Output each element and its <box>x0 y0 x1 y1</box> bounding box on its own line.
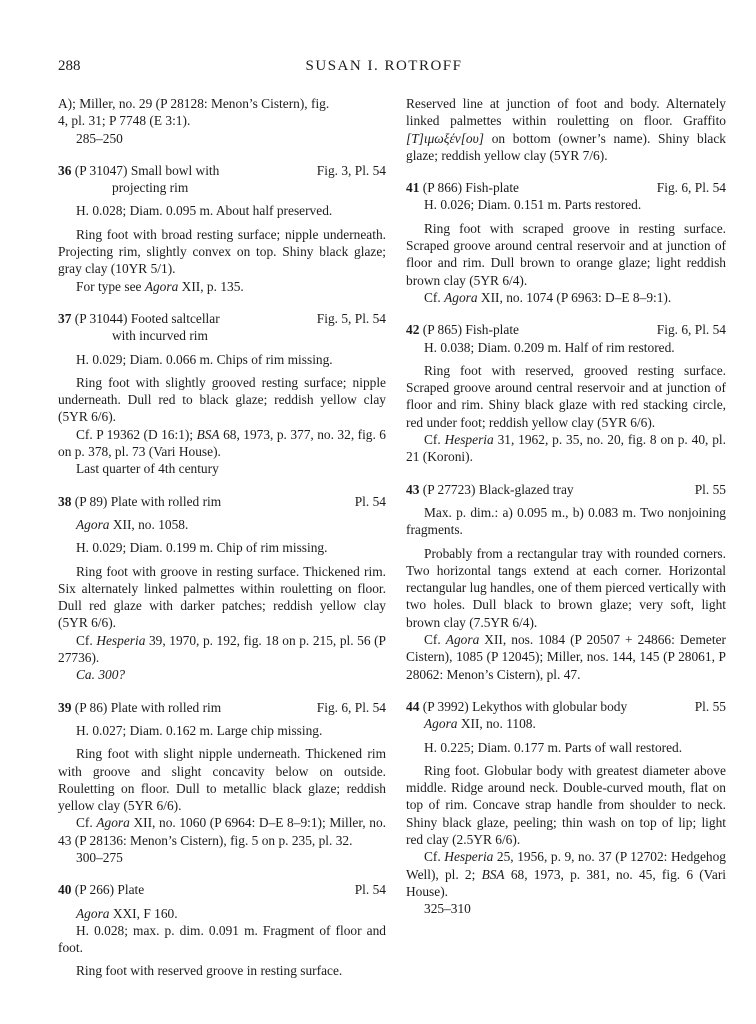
inventory-number: (P 86) <box>74 699 108 715</box>
description: Ring foot with reserved groove in resting surface. <box>76 963 343 979</box>
comparanda: Cf. Hesperia 31, 1962, p. 35, no. 20, fig. 8 on p. 40, pl. 21 (Koroni). <box>406 432 726 465</box>
catalog-entry-37 <box>58 310 386 478</box>
entry-title: Fish-plate <box>465 322 519 338</box>
dimensions: H. 0.029; Diam. 0.199 m. Chip of rim missing. <box>76 540 328 556</box>
inventory-number: (P 865) <box>422 322 463 338</box>
catalog-entry-41 <box>406 179 726 306</box>
continued-line: A); Miller, no. 29 (P 28128: Menon’s Cistern), fig. <box>58 96 330 111</box>
catalog-entry-38 <box>58 493 386 684</box>
comparanda: Cf. Hesperia 25, 1956, p. 9, no. 37 (P 12702: Hedgehog Well), pl. 2; BSA 68, 1973, p. 381, no. 45, fig. 6 (Vari House). <box>406 849 726 899</box>
description: Ring foot with broad resting surface; nipple underneath. Projecting rim, slightly convex on top. Shiny black glaze; gray clay (10YR 5/1). <box>58 226 386 277</box>
figure-reference: Fig. 6, Pl. 54 <box>656 180 726 196</box>
continued-description: Reserved line at junction of foot and body. Alternately linked palmettes within rouletting on floor. Graffito [Τ]ιμωξέν[ου] on bottom (owner’s name). Shiny black glaze; reddish yellow clay (5YR 7/6). <box>406 96 726 163</box>
date-range: 285–250 <box>76 130 123 146</box>
catalog-entry-36 <box>58 162 386 295</box>
inventory-number: (P 27723) <box>422 481 476 497</box>
catalog-entry-39 <box>58 699 386 867</box>
date: 325–310 <box>424 901 471 917</box>
catalog-entry-44 <box>406 698 726 918</box>
comparanda: Cf. Agora XII, no. 1060 (P 6964: D–E 8–9:1); Miller, no. 43 (P 28136: Menon’s Cistern), fig. 5 on p. 235, pl. 32. <box>58 815 386 848</box>
dimensions: Max. p. dim.: a) 0.095 m., b) 0.083 m. Two nonjoining fragments. <box>406 504 726 538</box>
entry-number: 42 <box>406 322 420 338</box>
entry-heading <box>58 699 386 716</box>
publication-reference: Agora XII, no. 1058. <box>76 516 189 532</box>
entry-number: 39 <box>58 699 72 715</box>
inventory-number: (P 266) <box>74 882 115 898</box>
entry-heading <box>58 310 386 327</box>
date: Last quarter of 4th century <box>76 461 219 477</box>
catalog-entry-40 <box>58 881 386 979</box>
publication-reference: Agora XII, no. 1108. <box>424 716 536 732</box>
page-number: 288 <box>58 58 81 74</box>
figure-reference: Fig. 6, Pl. 54 <box>656 322 726 338</box>
catalog-entry-42 <box>406 321 726 465</box>
entry-heading <box>58 162 386 179</box>
entry-number: 44 <box>406 698 420 714</box>
figure-reference: Fig. 6, Pl. 54 <box>316 699 386 715</box>
graffito-text: [Τ]ιμωξέν[ου] <box>406 130 484 146</box>
entry-title: Plate <box>117 882 145 898</box>
comparanda: Cf. Agora XII, no. 1074 (P 6963: D–E 8–9:1). <box>424 289 672 305</box>
comparanda: Cf. Hesperia 39, 1970, p. 192, fig. 18 on p. 215, pl. 56 (P 27736). <box>58 632 387 666</box>
entry-title: Lekythos with globular body <box>472 698 628 714</box>
description: Ring foot with slightly grooved resting surface; nipple underneath. Dull red to black glaze; reddish yellow clay (5YR 6/6). <box>58 374 386 425</box>
dimensions: H. 0.027; Diam. 0.162 m. Large chip missing. <box>76 722 323 738</box>
page-header <box>58 58 710 80</box>
right-column <box>406 95 726 917</box>
figure-reference: Fig. 3, Pl. 54 <box>316 162 386 178</box>
date: Ca. 300? <box>76 667 126 683</box>
dimensions: H. 0.026; Diam. 0.151 m. Parts restored. <box>424 197 642 213</box>
dimensions: H. 0.225; Diam. 0.177 m. Parts of wall restored. <box>424 739 683 755</box>
description: Ring foot with reserved, grooved resting surface. Scraped groove around central reservoir and at junction of floor and rim. Shiny black glaze with red stacking circle, red under foot; reddish yellow clay (5YR 6/6). <box>406 362 726 430</box>
inventory-number: (P 31044) <box>74 310 128 326</box>
figure-reference: Pl. 55 <box>694 698 726 714</box>
continued-line: 4, pl. 31; P 7748 (E 3:1). <box>58 113 191 129</box>
description: Ring foot with groove in resting surface. Thickened rim. Six alternately linked palmettes within rouletting on floor. Dull red glaze with darker patches; reddish yellow clay (5YR 6/6). <box>58 563 386 631</box>
entry-heading <box>406 179 726 196</box>
entry-heading <box>58 493 386 510</box>
description: Ring foot with slight nipple underneath. Thickened rim with groove and slight concavity below on outside. Rouletting on floor. Dull to metallic black glaze; reddish yellow clay (5YR 6/6). <box>58 746 386 814</box>
figure-reference: Pl. 54 <box>354 882 386 898</box>
entry-title-cont: projecting rim <box>112 180 189 196</box>
inventory-number: (P 3992) <box>422 698 469 714</box>
type-reference: For type see Agora XII, p. 135. <box>76 278 244 294</box>
entry-number: 36 <box>58 162 72 178</box>
entry-heading <box>406 321 726 338</box>
entry-title: Black-glazed tray <box>478 481 574 497</box>
entry-heading <box>406 481 726 498</box>
entry-number: 38 <box>58 493 72 509</box>
entry-title: Small bowl with <box>130 162 220 178</box>
description: Ring foot. Globular body with greatest diameter above middle. Ridge around neck. Double-curved mouth, flat on top of rim. Concave strap handle from shoulder to neck. Shiny black glaze, peeling; thin wash on top of lip; light red clay (2.5YR 6/6). <box>406 762 726 847</box>
publication-reference: Agora XXI, F 160. <box>76 905 178 921</box>
entry-heading <box>406 698 726 715</box>
running-head-author: SUSAN I. ROTROFF <box>305 58 463 74</box>
entry-title: Plate with rolled rim <box>110 493 222 509</box>
figure-reference: Pl. 55 <box>694 481 726 497</box>
entry-title: Fish-plate <box>465 180 519 196</box>
dimensions: H. 0.038; Diam. 0.209 m. Half of rim restored. <box>424 339 675 355</box>
entry-title-cont: with incurved rim <box>112 328 208 344</box>
description: Probably from a rectangular tray with rounded corners. Two horizontal tangs extend at each corner. Horizontal rectangular lug handles, one of them pierced vertically with two holes. Dull black to brown glaze; very soft, light brown clay (7.5YR 6/4). <box>406 545 726 630</box>
entry-heading <box>58 881 386 898</box>
comparanda: Cf. P 19362 (D 16:1); BSA 68, 1973, p. 377, no. 32, fig. 6 on p. 378, pl. 73 (Vari House). <box>58 426 386 460</box>
entry-number: 41 <box>406 180 420 196</box>
entry-title: Plate with rolled rim <box>110 699 222 715</box>
entry-number: 40 <box>58 882 72 898</box>
description: Ring foot with scraped groove in resting surface. Scraped groove around central reservoir and at junction of floor and rim. Dull brown to orange glaze; light reddish brown clay (5YR 6/4). <box>406 220 726 288</box>
figure-reference: Fig. 5, Pl. 54 <box>316 310 386 326</box>
entry-title: Footed saltcellar <box>130 310 220 326</box>
entry-number: 43 <box>406 481 420 497</box>
entry-number: 37 <box>58 310 72 326</box>
date: 300–275 <box>76 849 123 865</box>
comparanda: Cf. Agora XII, nos. 1084 (P 20507 + 24866: Demeter Cistern), 1085 (P 12045); Miller, nos. 144, 145 (P 28061, P 28062: Menon’s Cistern), pl. 47. <box>406 632 726 682</box>
dimensions: H. 0.028; max. p. dim. 0.091 m. Fragment of floor and foot. <box>58 922 386 956</box>
left-column <box>58 95 386 980</box>
catalog-entry-43 <box>406 481 726 683</box>
dimensions: H. 0.029; Diam. 0.066 m. Chips of rim missing. <box>76 351 333 367</box>
inventory-number: (P 89) <box>74 493 108 509</box>
figure-reference: Pl. 54 <box>354 493 386 509</box>
inventory-number: (P 31047) <box>74 162 128 178</box>
inventory-number: (P 866) <box>422 180 463 196</box>
dimensions: H. 0.028; Diam. 0.095 m. About half preserved. <box>76 203 333 219</box>
